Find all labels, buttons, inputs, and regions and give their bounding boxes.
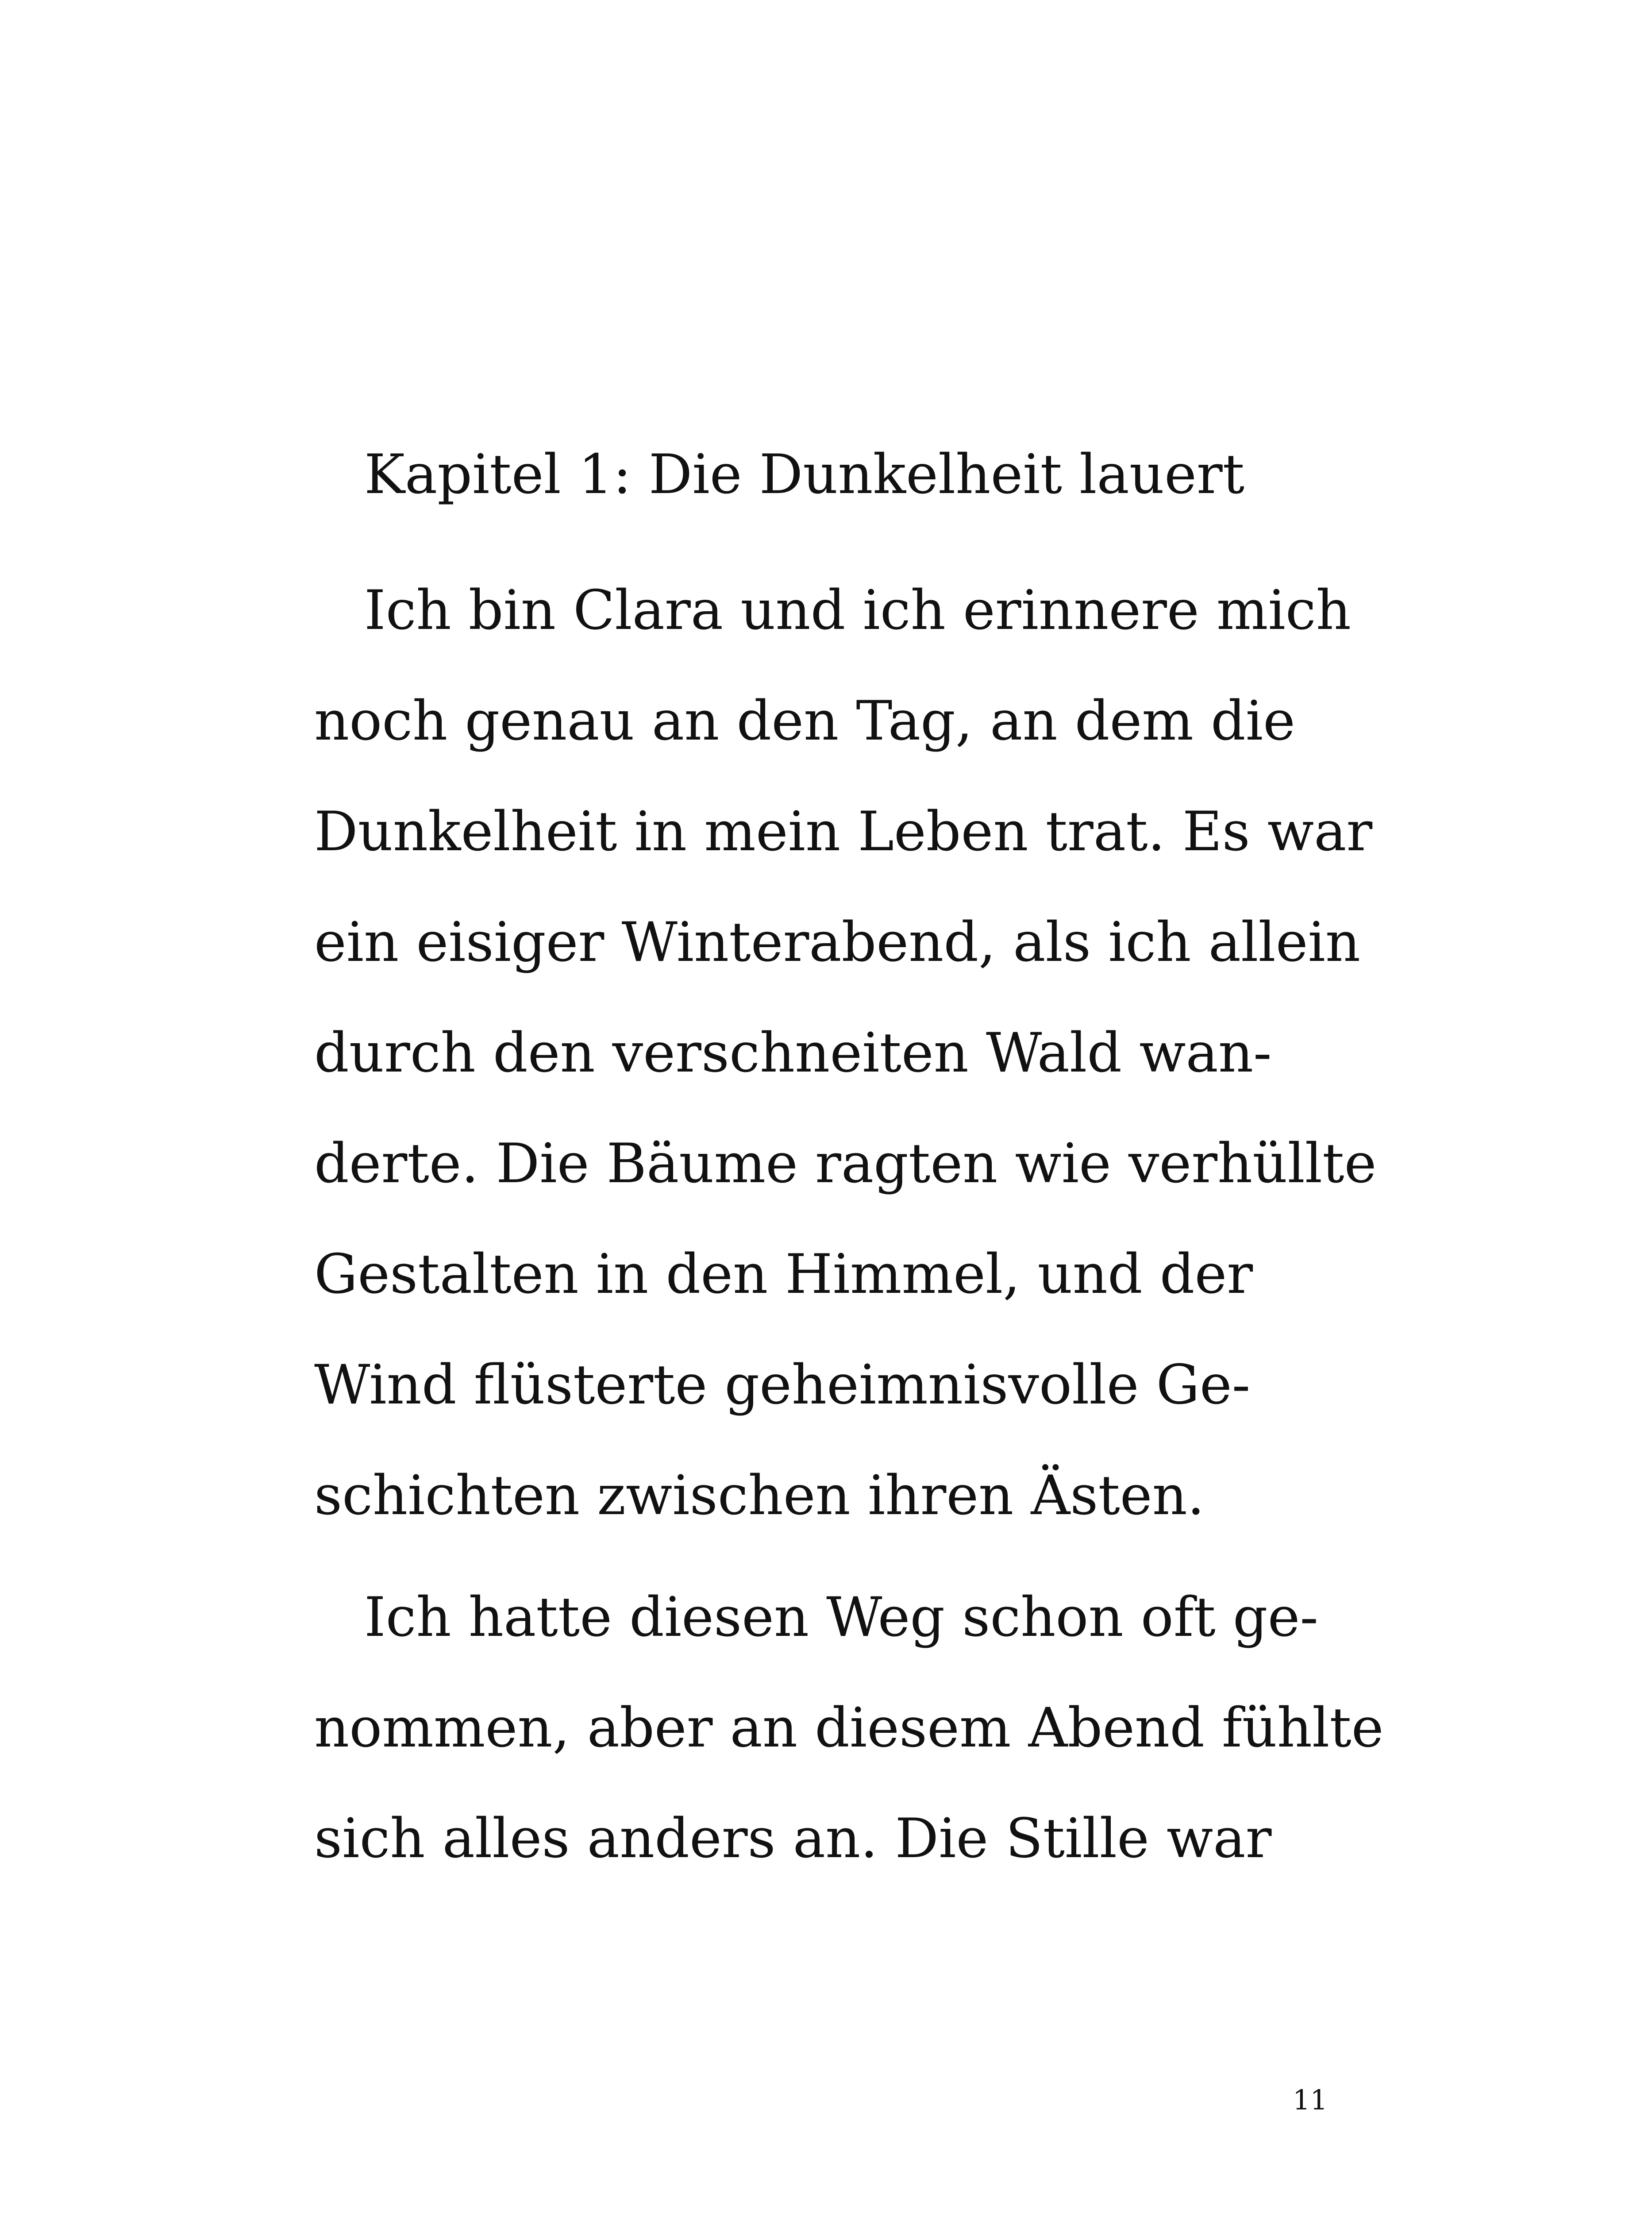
line-text: ein eisiger Winterabend, als ich allein xyxy=(314,911,1361,974)
text-line xyxy=(314,1330,1339,1441)
line-text: noch genau an den Tag, an dem die xyxy=(314,690,1295,753)
text-line xyxy=(314,1109,1377,1219)
chapter-title: Kapitel 1: Die Dunkelheit lauert xyxy=(364,443,1245,506)
line-text: durch den verschneiten Wald wan- xyxy=(314,1022,1272,1085)
line-text: derte. Die Bäume ragten wie verhüllte xyxy=(314,1132,1377,1195)
text-line xyxy=(314,1562,1339,1673)
text-line xyxy=(314,555,1351,666)
text-line xyxy=(314,1441,1339,1551)
line-text: Ich hatte diesen Weg schon oft ge- xyxy=(364,1586,1318,1649)
line-text: Dunkelheit in mein Leben trat. Es war xyxy=(314,800,1373,864)
line-text: Wind flüsterte geheimnisvolle Ge- xyxy=(314,1353,1251,1417)
line-text: Gestalten in den Himmel, und der xyxy=(314,1243,1253,1306)
text-line xyxy=(314,666,1339,777)
text-line xyxy=(314,1673,1384,1784)
line-text: nommen, aber an diesem Abend fühlte xyxy=(314,1696,1384,1760)
line-text: schichten zwischen ihren Ästen. xyxy=(314,1464,1205,1527)
page-number: 11 xyxy=(1293,2084,1328,2116)
text-line xyxy=(314,1784,1339,1894)
text-line xyxy=(314,998,1339,1109)
text-line xyxy=(314,1219,1339,1330)
line-text: sich alles anders an. Die Stille war xyxy=(314,1807,1272,1870)
text-line xyxy=(314,777,1373,887)
text-line xyxy=(314,887,1361,998)
line-text: Ich bin Clara und ich erinnere mich xyxy=(364,579,1351,642)
